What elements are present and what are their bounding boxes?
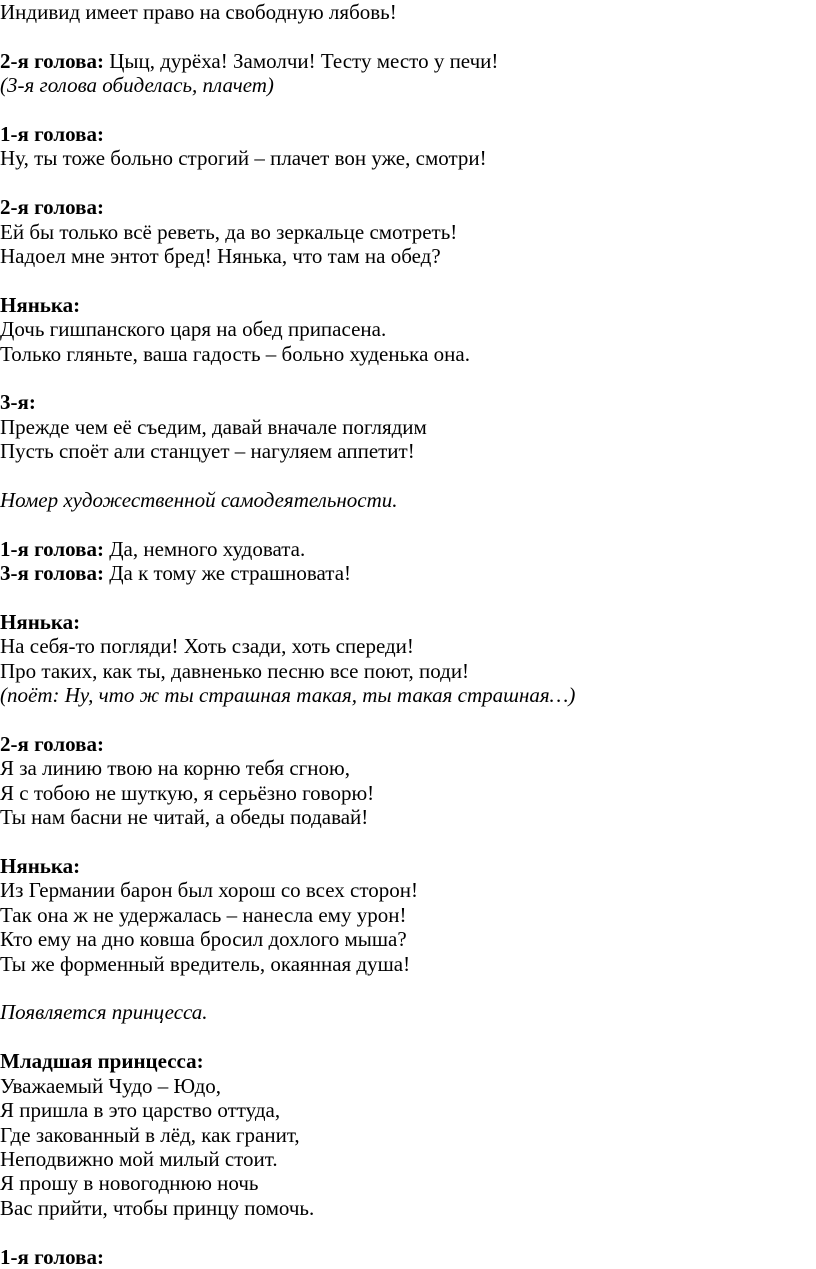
dialogue-text: Да к тому же страшновата!: [103, 561, 352, 586]
speaker-name: Нянька:: [0, 292, 81, 317]
dialogue-line: Я с тобою не шуткую, я серьёзно говорю!: [0, 780, 375, 805]
dialogue-line: Про таких, как ты, давненько песню все поют, поди!: [0, 658, 470, 683]
dialogue-line: Ну, ты тоже больно строгий – плачет вон уже, смотри!: [0, 146, 487, 171]
dialogue-line: Из Германии барон был хорош со всех сторон!: [0, 878, 419, 903]
speaker-line: [0, 49, 816, 73]
blank-line: [0, 268, 816, 292]
blank-line: [0, 24, 816, 48]
dialogue-line: Где закованный в лёд, как гранит,: [0, 1122, 300, 1147]
blank-line: [0, 586, 816, 610]
dialogue-line: Дочь гишпанского царя на обед припасена.: [0, 317, 387, 342]
dialogue-line: Только гляньте, ваша гадость – больно худенька она.: [0, 341, 470, 366]
blank-line: [0, 512, 816, 536]
blank-line: [0, 366, 816, 390]
stage-direction: Номер художественной самодеятельности.: [0, 488, 398, 513]
dialogue-line: Пусть споёт али станцует – нагуляем аппетит!: [0, 439, 415, 464]
dialogue-text: Цыц, дурёха! Замолчи! Тесту место у печи!: [103, 48, 499, 73]
speaker-name: Нянька:: [0, 610, 81, 635]
blank-line: [0, 708, 816, 732]
speaker-name: 2-я голова:: [0, 195, 104, 220]
blank-line: [0, 1025, 816, 1049]
dialogue-line: Неподвижно мой милый стоит.: [0, 1146, 278, 1171]
speaker-name: 1-я голова:: [0, 1244, 104, 1269]
dialogue-line: Так она ж не удержалась – нанесла ему урон!: [0, 902, 407, 927]
dialogue-line: Надоел мне энтот бред! Нянька, что там на обед?: [0, 244, 441, 269]
speaker-line: [0, 561, 816, 585]
dialogue-line: Уважаемый Чудо – Юдо,: [0, 1073, 222, 1098]
speaker-name: 2-я голова:: [0, 48, 104, 73]
dialogue-line: Ей бы только всё реветь, да во зеркальце смотреть!: [0, 219, 458, 244]
dialogue-line: Кто ему на дно ковша бросил дохлого мыша?: [0, 927, 407, 952]
dialogue-text: Да, немного худовата.: [103, 536, 306, 561]
stage-direction: Появляется принцесса.: [0, 1000, 208, 1025]
dialogue-line: Вас прийти, чтобы принцу помочь.: [0, 1195, 315, 1220]
speaker-line: [0, 537, 816, 561]
speaker-name: 3-я голова:: [0, 561, 104, 586]
stage-direction: (3-я голова обиделась, плачет): [0, 73, 274, 98]
dialogue-line: Прежде чем её съедим, давай вначале поглядим: [0, 414, 427, 439]
dialogue-line: Я пришла в это царство оттуда,: [0, 1098, 281, 1123]
dialogue-line: Индивид имеет право на свободную лябовь!: [0, 0, 397, 24]
dialogue-line: Ты нам басни не читай, а обеды подавай!: [0, 805, 369, 830]
stage-direction: (поёт: Ну, что ж ты страшная такая, ты такая страшная…): [0, 683, 576, 708]
speaker-name: 3-я:: [0, 390, 36, 415]
blank-line: [0, 171, 816, 195]
speaker-name: 1-я голова:: [0, 122, 104, 146]
blank-line: [0, 830, 816, 854]
blank-line: [0, 464, 816, 488]
blank-line: [0, 1220, 816, 1244]
blank-line: [0, 976, 816, 1000]
speaker-name: Младшая принцесса:: [0, 1049, 204, 1074]
blank-line: [0, 98, 816, 122]
dialogue-line: Ты же форменный вредитель, окаянная душа!: [0, 951, 411, 976]
dialogue-line: На себя-то погляди! Хоть сзади, хоть спереди!: [0, 634, 414, 659]
dialogue-line: Я прошу в новогоднюю ночь: [0, 1171, 259, 1196]
speaker-name: 1-я голова:: [0, 536, 104, 561]
dialogue-line: Я за линию твою на корню тебя сгною,: [0, 756, 350, 781]
speaker-name: Нянька:: [0, 854, 81, 879]
speaker-name: 2-я голова:: [0, 732, 104, 757]
